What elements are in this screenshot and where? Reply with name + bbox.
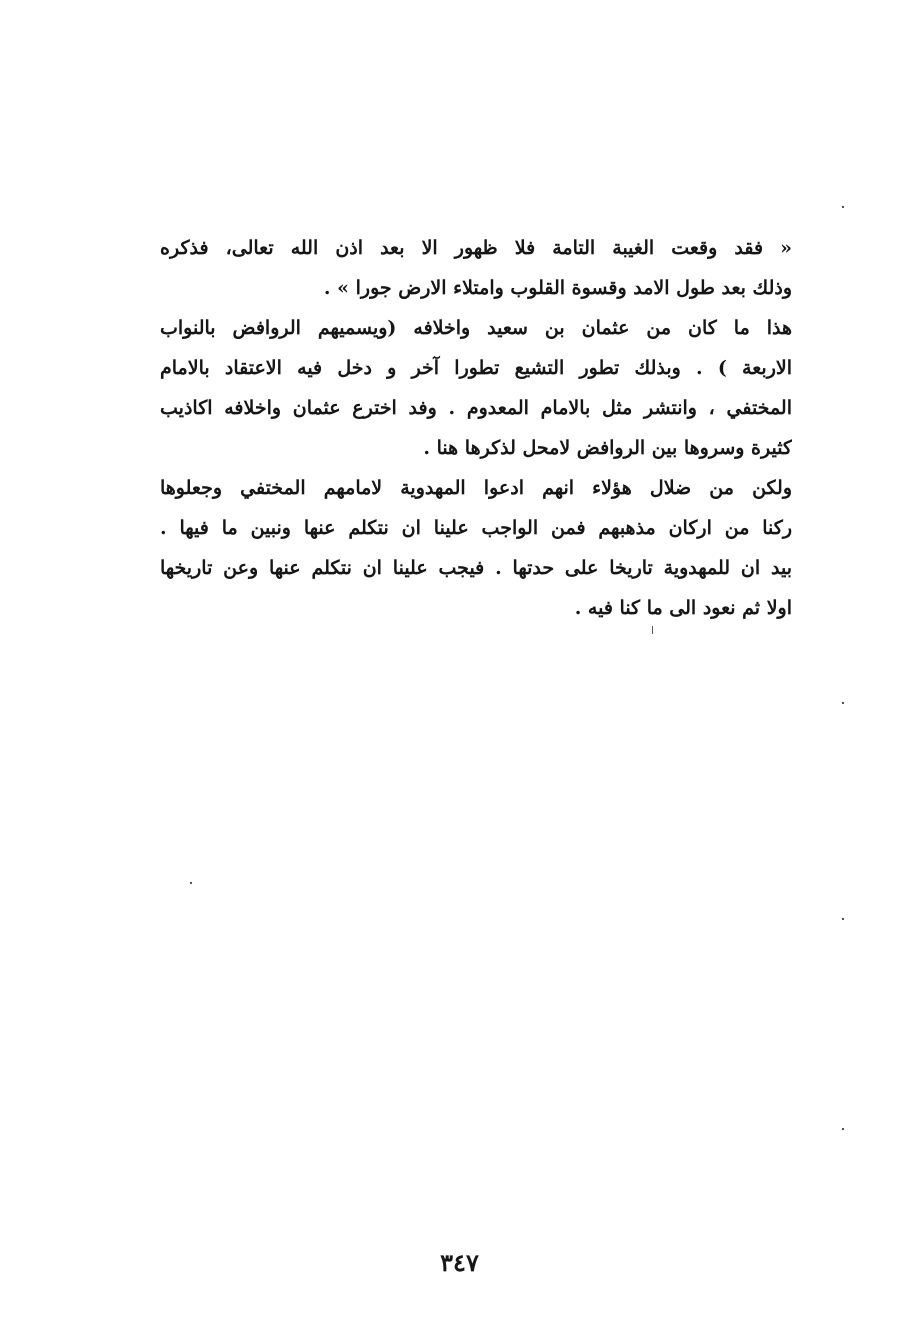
text-line-6: كثيرة وسروها بين الروافض لامحل لذكرها هنا . <box>423 437 792 459</box>
scan-speck <box>842 1128 844 1130</box>
page-number: ٣٤٧ <box>440 1248 479 1277</box>
text-line-5: المختفي ، وانتشر مثل بالامام المعدوم . وفد اخترع عثمان واخلافه اكاذيب <box>160 397 792 419</box>
text-line-8: ركنا من اركان مذهبهم فمن الواجب علينا ان نتكلم عنها ونبين ما فيها . <box>160 517 792 539</box>
scan-speck <box>652 626 653 634</box>
body-text <box>160 228 792 628</box>
text-line-7: ولكن من ضلال هؤلاء انهم ادعوا المهدوية لامامهم المختفي وجعلوها <box>160 477 792 499</box>
scan-speck <box>842 702 844 704</box>
text-line-3: هذا ما كان من عثمان بن سعيد واخلافه (ويسميهم الروافض بالنواب <box>160 317 792 339</box>
text-line-1: « فقد وقعت الغيبة التامة فلا ظهور الا بعد اذن الله تعالى، فذكره <box>160 237 792 259</box>
text-line-4: الاربعة ) . وبذلك تطور التشيع تطورا آخر و دخل فيه الاعتقاد بالامام <box>160 357 792 379</box>
text-line-9: بيد ان للمهدوية تاريخا على حدتها . فيجب علينا ان نتكلم عنها وعن تاريخها <box>160 557 792 579</box>
text-line-10: اولا ثم نعود الى ما كنا فيه . <box>574 597 792 619</box>
text-line-2: وذلك بعد طول الامد وقسوة القلوب وامتلاء الارض جورا » . <box>323 277 792 299</box>
scan-speck <box>190 882 192 884</box>
scan-speck <box>842 918 844 920</box>
scan-speck <box>842 206 844 208</box>
